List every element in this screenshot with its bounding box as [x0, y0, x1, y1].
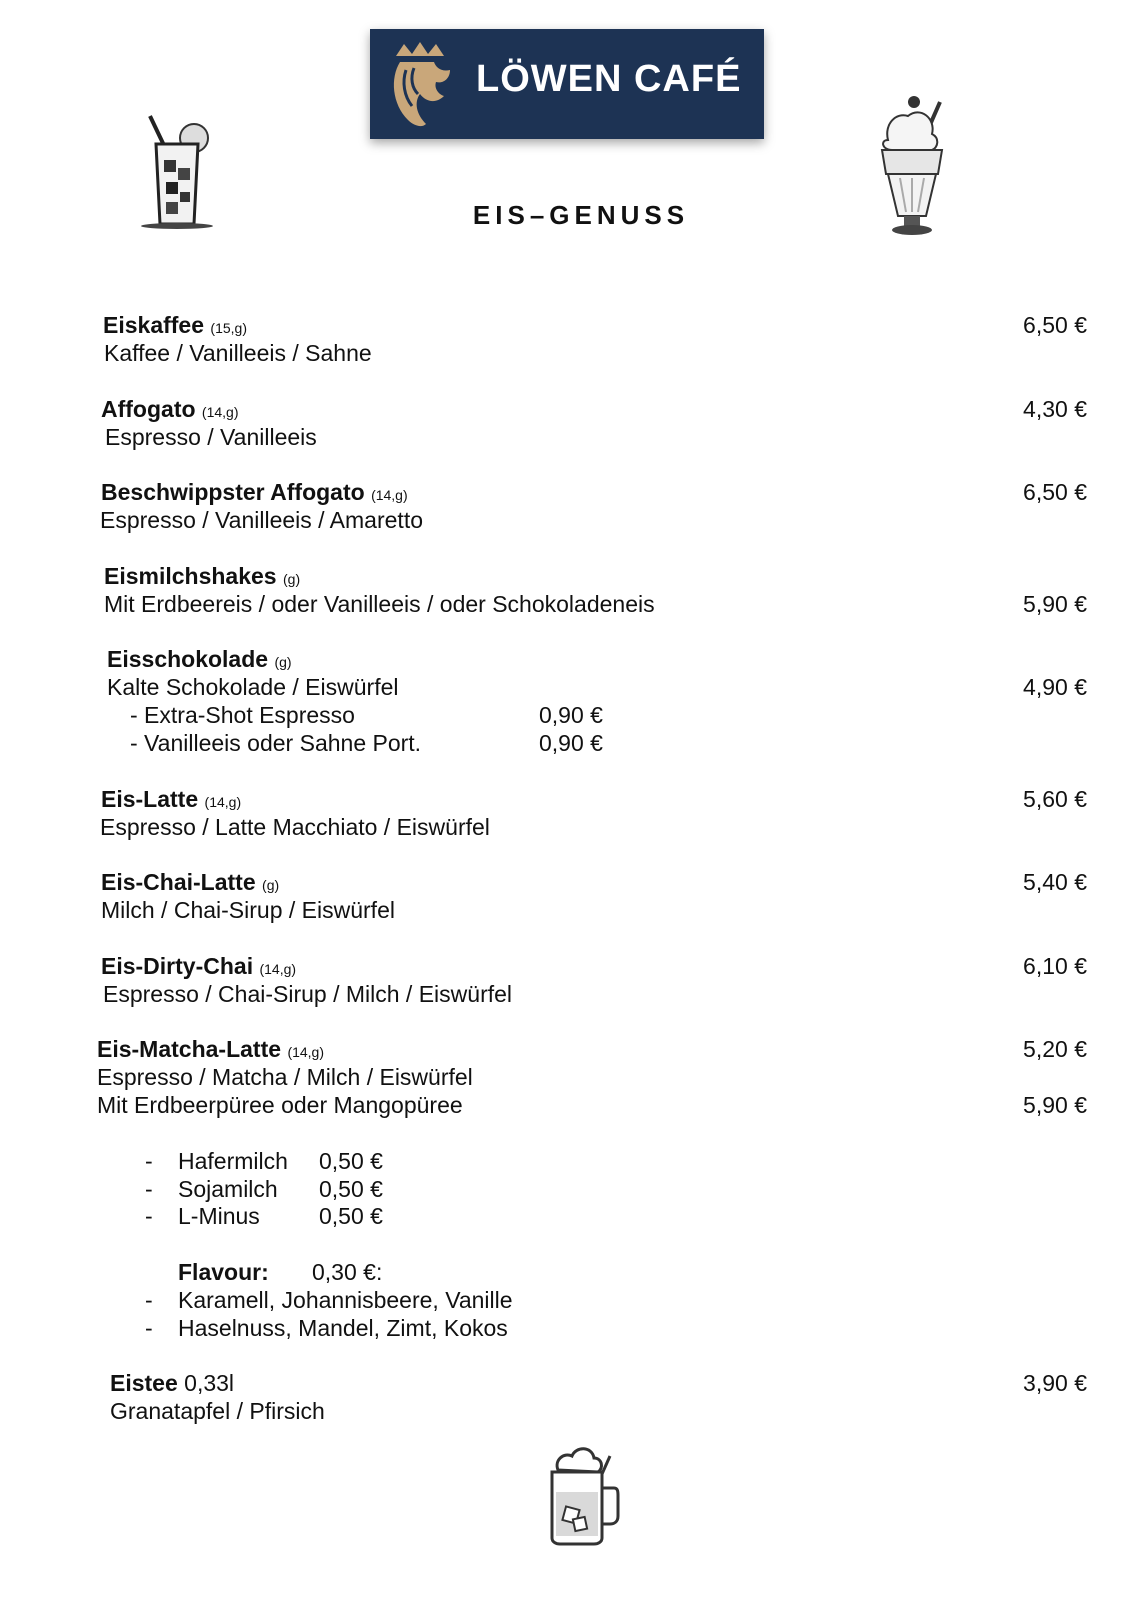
extra-option-label: - Vanilleeis oder Sahne Port.	[130, 730, 422, 756]
iced-mug-icon	[544, 1442, 624, 1546]
menu-item-price: 4,30 €	[1023, 396, 1087, 422]
menu-item-name: Eistee 0,33l	[110, 1370, 235, 1396]
extra-option-price: 0,90 €	[539, 702, 603, 728]
page-title: EIS–GENUSS	[472, 200, 690, 230]
menu-item-price: 5,90 €	[1023, 591, 1087, 617]
menu-item-price: 5,60 €	[1023, 786, 1087, 812]
milk-option-price: 0,50 €	[319, 1203, 383, 1229]
flavour-line: Karamell, Johannisbeere, Vanille	[178, 1287, 513, 1313]
extra-option-price: 0,90 €	[539, 730, 603, 756]
menu-item-desc: Mit Erdbeereis / oder Vanilleeis / oder Schokoladeneis	[104, 591, 655, 617]
menu-item-name: Eis-Latte (14,g)	[101, 786, 242, 812]
flavour-line: Haselnuss, Mandel, Zimt, Kokos	[178, 1315, 508, 1341]
milk-option-label: Hafermilch	[178, 1148, 288, 1174]
flavour-dash: -	[145, 1287, 153, 1313]
menu-item-price: 4,90 €	[1023, 674, 1087, 700]
menu-item-desc: Kalte Schokolade / Eiswürfel	[107, 674, 399, 700]
menu-item-desc: Espresso / Chai-Sirup / Milch / Eiswürfel	[103, 981, 513, 1007]
menu-item-name: Eis-Matcha-Latte (14,g)	[97, 1036, 325, 1062]
menu-item-price: 6,50 €	[1023, 479, 1087, 505]
menu-item-desc: Espresso / Vanilleeis / Amaretto	[100, 507, 423, 533]
menu-item-desc: Granatapfel / Pfirsich	[110, 1398, 325, 1424]
menu-item-desc: Espresso / Vanilleeis	[105, 424, 317, 450]
milk-option-dash: -	[145, 1203, 153, 1229]
menu-item-variant-desc: Mit Erdbeerpüree oder Mangopüree	[97, 1092, 463, 1118]
menu-item-desc: Milch / Chai-Sirup / Eiswürfel	[101, 897, 395, 923]
menu-item-desc: Espresso / Latte Macchiato / Eiswürfel	[100, 814, 490, 840]
milk-option-price: 0,50 €	[319, 1176, 383, 1202]
menu-item-name: Eisschokolade (g)	[107, 646, 292, 672]
menu-item-price: 6,10 €	[1023, 953, 1087, 979]
flavour-dash: -	[145, 1315, 153, 1341]
menu-item-price: 3,90 €	[1023, 1370, 1087, 1396]
menu-item-desc: Kaffee / Vanilleeis / Sahne	[104, 340, 372, 366]
lion-logo-icon	[386, 38, 458, 130]
menu-item-name: Eis-Chai-Latte (g)	[101, 869, 280, 895]
brand-name: LÖWEN CAFÉ	[476, 58, 742, 100]
menu-item-price: 6,50 €	[1023, 312, 1087, 338]
menu-item-name: Eiskaffee (15,g)	[103, 312, 247, 338]
milk-option-dash: -	[145, 1176, 153, 1202]
menu-item-desc: Espresso / Matcha / Milch / Eiswürfel	[97, 1064, 473, 1090]
menu-item-name: Eismilchshakes (g)	[104, 563, 301, 589]
milk-option-label: L-Minus	[178, 1203, 260, 1229]
flavour-price: 0,30 €:	[312, 1259, 383, 1285]
menu-item-price: 5,40 €	[1023, 869, 1087, 895]
menu-item-name: Affogato (14,g)	[101, 396, 239, 422]
flavour-label: Flavour:	[178, 1259, 269, 1285]
menu-item-name: Eis-Dirty-Chai (14,g)	[101, 953, 297, 979]
menu-item-price: 5,20 €	[1023, 1036, 1087, 1062]
milk-option-dash: -	[145, 1148, 153, 1174]
menu-item-variant-price: 5,90 €	[1023, 1092, 1087, 1118]
milk-option-label: Sojamilch	[178, 1176, 278, 1202]
milk-option-price: 0,50 €	[319, 1148, 383, 1174]
extra-option-label: - Extra-Shot Espresso	[130, 702, 355, 728]
menu-item-name: Beschwippster Affogato (14,g)	[101, 479, 408, 505]
